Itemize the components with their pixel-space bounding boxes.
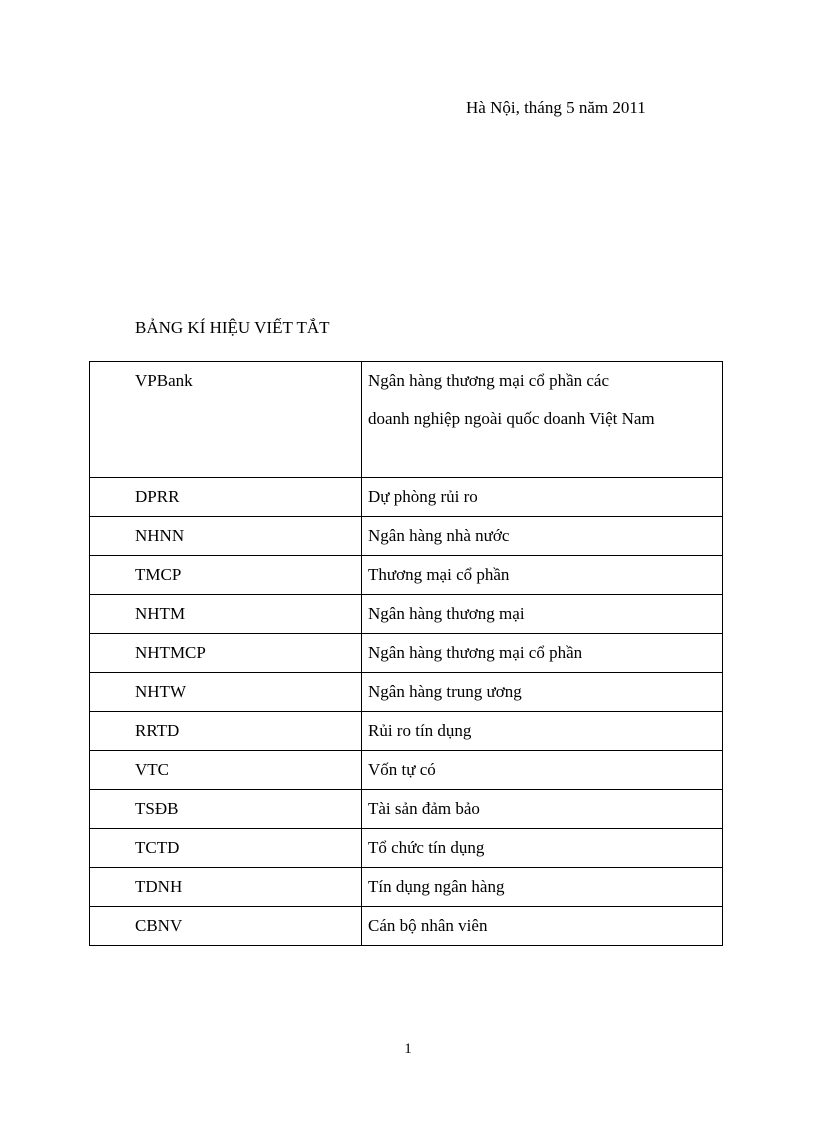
table-row: [90, 517, 723, 556]
abbreviation-cell: DPRR: [90, 478, 362, 517]
table-row: [90, 362, 723, 478]
document-date: Hà Nội, tháng 5 năm 2011: [466, 98, 646, 117]
abbreviation-cell: VTC: [90, 751, 362, 790]
abbreviation-cell: TDNH: [90, 868, 362, 907]
meaning-cell: Ngân hàng nhà nước: [362, 517, 723, 556]
table-row: [90, 751, 723, 790]
table-row: [90, 478, 723, 517]
meaning-line: doanh nghiệp ngoài quốc doanh Việt Nam: [368, 409, 655, 428]
table-row: [90, 790, 723, 829]
table-row: [90, 595, 723, 634]
meaning-cell: Dự phòng rủi ro: [362, 478, 723, 517]
meaning-cell: Ngân hàng trung ương: [362, 673, 723, 712]
meaning-cell: Tổ chức tín dụng: [362, 829, 723, 868]
abbreviation-cell: RRTD: [90, 712, 362, 751]
meaning-cell: Cán bộ nhân viên: [362, 907, 723, 946]
meaning-cell: [362, 362, 723, 478]
abbreviation-cell: NHTW: [90, 673, 362, 712]
table-row: [90, 634, 723, 673]
abbreviation-cell: NHNN: [90, 517, 362, 556]
abbreviation-cell: VPBank: [90, 362, 362, 478]
meaning-cell: Tín dụng ngân hàng: [362, 868, 723, 907]
meaning-line: Ngân hàng thương mại cổ phần các: [368, 371, 610, 390]
abbreviation-cell: NHTM: [90, 595, 362, 634]
meaning-cell: Vốn tự có: [362, 751, 723, 790]
abbreviation-cell: TMCP: [90, 556, 362, 595]
abbreviation-cell: TSĐB: [90, 790, 362, 829]
meaning-cell: Ngân hàng thương mại: [362, 595, 723, 634]
table-row: [90, 673, 723, 712]
table-row: [90, 907, 723, 946]
abbreviation-cell: NHTMCP: [90, 634, 362, 673]
abbreviation-cell: CBNV: [90, 907, 362, 946]
meaning-cell: Rủi ro tín dụng: [362, 712, 723, 751]
table-row: [90, 556, 723, 595]
meaning-cell: Ngân hàng thương mại cổ phần: [362, 634, 723, 673]
meaning-cell: Thương mại cổ phần: [362, 556, 723, 595]
page-number: 1: [404, 1041, 412, 1057]
abbreviation-table: [89, 361, 723, 946]
meaning-cell: Tài sản đảm bảo: [362, 790, 723, 829]
table-row: [90, 868, 723, 907]
abbreviation-table-title: BẢNG KÍ HIỆU VIẾT TẮT: [135, 318, 330, 337]
table-row: [90, 829, 723, 868]
abbreviation-cell: TCTD: [90, 829, 362, 868]
table-row: [90, 712, 723, 751]
